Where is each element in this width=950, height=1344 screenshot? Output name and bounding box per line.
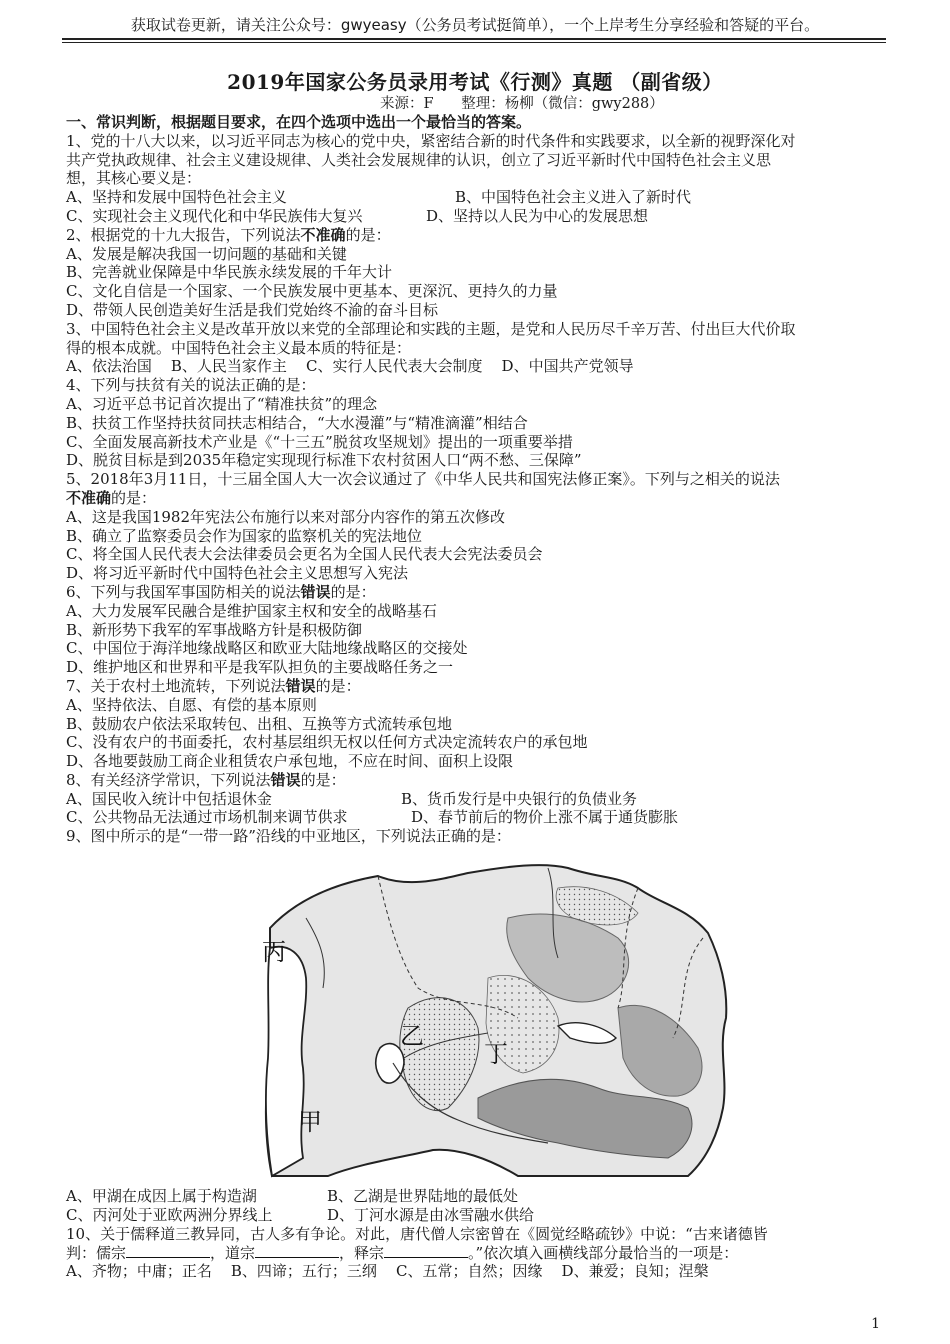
q1-option-c: C、实现社会主义现代化和中华民族伟大复兴 xyxy=(66,206,363,225)
q4-option-b: B、扶贫工作坚持扶贫同扶志相结合，“大水漫灌”与“精准滴灌”相结合 xyxy=(66,413,528,432)
page-number: 1 xyxy=(871,1316,880,1332)
q3-options: A、依法治国 B、人民当家作主 C、实行人民代表大会制度 D、中国共产党领导 xyxy=(66,357,634,376)
section-heading: 一、常识判断，根据题目要求，在四个选项中选出一个最恰当的答案。 xyxy=(66,113,532,131)
q9-option-b: B、乙湖是世界陆地的最低处 xyxy=(327,1187,519,1205)
q10-options: A、齐物；中庸；正名 B、四谛；五行；三纲 C、五常；自然；因缘 D、兼爱；良知；涅槃 xyxy=(66,1262,709,1281)
map-label-yi: 乙 xyxy=(400,1022,424,1050)
q8-stem-pre: 8、有关经济学常识，下列说法 xyxy=(66,770,271,789)
question-content-continued xyxy=(66,1187,888,1281)
page-header-notice: 获取试卷更新，请关注公众号：gwyeasy（公务员考试挺简单），一个上岸考生分享经验和答疑的平台。 xyxy=(130,16,820,34)
q10-stem-line1: 10、关于儒释道三教异同，古人多有争论。对此，唐代僧人宗密曾在《圆觉经略疏钞》中说：“古来诸德皆 xyxy=(66,1224,768,1243)
q2-stem-emphasis: 不准确 xyxy=(300,225,346,244)
q5-option-d: D、将习近平新时代中国特色社会主义思想写入宪法 xyxy=(66,564,409,583)
q4-option-c: C、全面发展高新技术产业是《“十三五”脱贫攻坚规划》提出的一项重要举措 xyxy=(66,432,573,451)
source-line: 来源：F 整理：杨柳（微信：gwy288） xyxy=(380,96,664,112)
q1-options-row2 xyxy=(66,207,888,226)
q4-stem: 4、下列与扶贫有关的说法正确的是： xyxy=(66,376,316,395)
q5-stem-line2 xyxy=(66,489,888,508)
q5-option-b: B、确立了监察委员会作为国家的监察机关的宪法地位 xyxy=(66,526,423,545)
q5-option-a: A、这是我国1982年宪法公布施行以来对部分内容作的第五次修改 xyxy=(66,507,506,526)
q5-stem-line1: 5、2018年3月11日，十三届全国人大一次会议通过了《中华人民共和国宪法修正案》。下列与之相关的说法 xyxy=(66,470,780,489)
q8-options-row1 xyxy=(66,790,888,809)
q5-stem-emphasis: 不准确 xyxy=(66,488,112,507)
q7-stem-emphasis: 错误 xyxy=(285,676,316,695)
q6-option-a: A、大力发展军民融合是维护国家主权和安全的战略基石 xyxy=(66,601,437,620)
q1-option-b: B、中国特色社会主义进入了新时代 xyxy=(455,188,692,207)
q7-option-b: B、鼓励农户依法采取转包、出租、互换等方式流转承包地 xyxy=(66,714,453,733)
q1-stem-line1: 1、党的十八大以来，以习近平同志为核心的党中央，紧密结合新的时代条件和实践要求，以全新的视野深化对 xyxy=(66,131,796,150)
q8-options-row2 xyxy=(66,808,888,827)
q6-option-d: D、维护地区和世界和平是我军队担负的主要战略任务之一 xyxy=(66,658,454,677)
q9-options-row2 xyxy=(66,1206,888,1225)
q2-option-d: D、带领人民创造美好生活是我们党始终不渝的奋斗目标 xyxy=(66,300,439,319)
q5-option-c: C、将全国人民代表大会法律委员会更名为全国人民代表大会宪法委员会 xyxy=(66,545,543,564)
q10-blank-1 xyxy=(126,1243,210,1258)
q3-stem-line2: 得的根本成就。中国特色社会主义最本质的特征是： xyxy=(66,338,412,357)
q3-stem-line1: 3、中国特色社会主义是改革开放以来党的全部理论和实践的主题，是党和人民历尽千辛万苦、付出巨大代价取 xyxy=(66,319,796,338)
q1-stem-line2: 共产党执政规律、社会主义建设规律、人类社会发展规律的认识，创立了习近平新时代中国特色社会主义思 xyxy=(66,150,772,169)
header-rule-top xyxy=(62,38,886,40)
central-asia-map xyxy=(258,858,736,1186)
q1-stem-line3: 想，其核心要义是： xyxy=(66,169,202,188)
map-label-bing: 丙 xyxy=(262,938,286,966)
q7-stem-post: 的是： xyxy=(315,676,361,695)
q9-option-d: D、丁河水源是由冰雪融水供给 xyxy=(327,1205,535,1224)
q2-stem-pre: 2、根据党的十九大报告，下列说法 xyxy=(66,225,301,244)
q6-option-b: B、新形势下我军的军事战略方针是积极防御 xyxy=(66,620,363,639)
q6-stem-emphasis: 错误 xyxy=(300,582,331,601)
q7-stem-pre: 7、关于农村土地流转，下列说法 xyxy=(66,676,286,695)
q1-option-a: A、坚持和发展中国特色社会主义 xyxy=(66,188,287,207)
q8-stem-post: 的是： xyxy=(300,770,346,789)
header-rule-bottom xyxy=(62,42,886,43)
map-label-jia: 甲 xyxy=(298,1108,322,1136)
q10-stem-line2 xyxy=(66,1243,888,1262)
q9-option-a: A、甲湖在成因上属于构造湖 xyxy=(66,1187,257,1205)
q8-stem xyxy=(66,771,888,790)
q6-stem-pre: 6、下列与我国军事国防相关的说法 xyxy=(66,582,301,601)
q2-stem-post: 的是： xyxy=(345,225,391,244)
q10-stem-part-c: ，释宗 xyxy=(339,1244,385,1263)
q7-stem xyxy=(66,677,888,696)
q6-stem xyxy=(66,583,888,602)
q8-option-b: B、货币发行是中央银行的负债业务 xyxy=(401,789,638,808)
q8-option-d: D、春节前后的物价上涨不属于通货膨胀 xyxy=(411,808,679,827)
western-sea xyxy=(266,947,306,1176)
q2-option-c: C、文化自信是一个国家、一个民族发展中更基本、更深沉、更持久的力量 xyxy=(66,282,558,301)
q9-stem: 9、图中所示的是“一带一路”沿线的中亚地区，下列说法正确的是： xyxy=(66,827,511,846)
q10-blank-2 xyxy=(255,1243,339,1258)
q8-option-c: C、公共物品无法通过市场机制来调节供求 xyxy=(66,808,348,827)
q1-option-d: D、坚持以人民为中心的发展思想 xyxy=(426,206,649,225)
q7-option-a: A、坚持依法、自愿、有偿的基本原则 xyxy=(66,695,317,714)
q1-options-row1 xyxy=(66,188,888,207)
q9-option-c: C、丙河处于亚欧两洲分界线上 xyxy=(66,1205,273,1224)
q10-stem-part-a: 判：儒宗 xyxy=(66,1244,127,1263)
q8-stem-emphasis: 错误 xyxy=(270,770,301,789)
q6-option-c: C、中国位于海洋地缘战略区和欧亚大陆地缘战略区的交接处 xyxy=(66,639,468,658)
map-label-ding: 丁 xyxy=(484,1040,508,1068)
q2-option-a: A、发展是解决我国一切问题的基础和关键 xyxy=(66,244,347,263)
q2-stem xyxy=(66,226,888,245)
question-content xyxy=(66,113,888,846)
q9-options-row1 xyxy=(66,1187,888,1206)
q7-option-c: C、没有农户的书面委托，农村基层组织无权以任何方式决定流转农户的承包地 xyxy=(66,733,588,752)
q4-option-d: D、脱贫目标是到2035年稳定实现现行标准下农村贫困人口“两不愁、三保障” xyxy=(66,451,582,470)
q7-option-d: D、各地要鼓励工商企业租赁农户承包地，不应在时间、面积上设限 xyxy=(66,752,514,771)
q10-stem-part-b: ，道宗 xyxy=(210,1244,256,1263)
q8-option-a: A、国民收入统计中包括退休金 xyxy=(66,789,272,808)
q6-stem-post: 的是： xyxy=(330,582,376,601)
q10-stem-part-d: 。”依次填入画横线部分最恰当的一项是： xyxy=(468,1244,739,1263)
map-figure xyxy=(258,858,736,1186)
q5-stem-post: 的是： xyxy=(111,488,157,507)
q4-option-a: A、习近平总书记首次提出了“精准扶贫”的理念 xyxy=(66,394,378,413)
q2-option-b: B、完善就业保障是中华民族永续发展的千年大计 xyxy=(66,263,393,282)
q10-blank-3 xyxy=(384,1243,468,1258)
exam-title: 2019年国家公务员录用考试《行测》真题 （副省级） xyxy=(227,70,723,94)
